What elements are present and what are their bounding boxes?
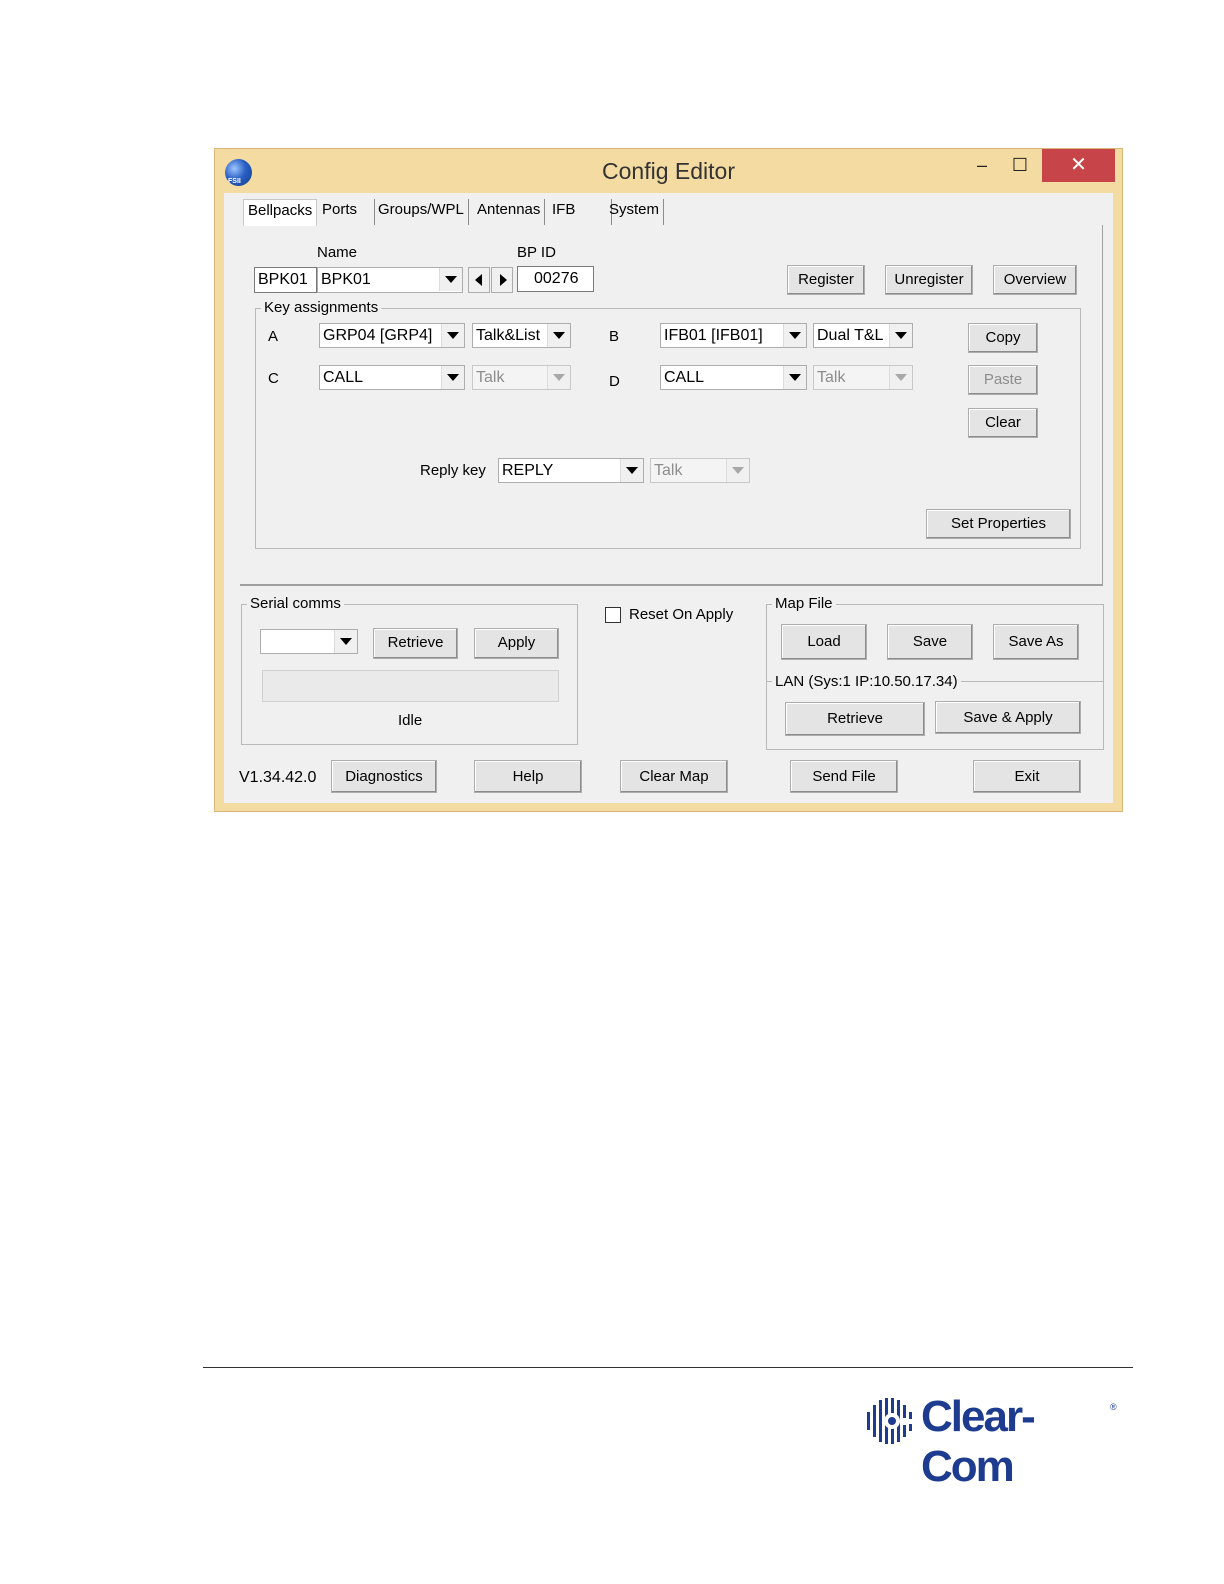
window-title: Config Editor [602,158,735,184]
chevron-down-icon [726,459,749,482]
key-a-source-value: GRP04 [GRP4] [323,327,433,344]
chevron-down-icon[interactable] [334,630,357,653]
reply-key-value: REPLY [502,462,554,479]
reply-key-combo[interactable] [498,458,644,483]
key-c-mode-value: Talk [476,369,505,386]
footer-rule [203,1367,1133,1368]
set-properties-button[interactable]: Set Properties [926,509,1071,539]
bp-id-field[interactable]: 00276 [517,266,594,292]
key-d-mode-value: Talk [817,369,846,386]
chevron-down-icon [547,366,570,389]
map-file-title: Map File [772,595,836,612]
overview-button[interactable]: Overview [993,265,1077,295]
reply-mode-combo [650,458,750,483]
config-editor-window [214,148,1123,812]
lan-retrieve-button[interactable]: Retrieve [785,702,925,736]
key-c-label: C [268,370,279,387]
maximize-button[interactable] [1005,149,1035,182]
next-bellpack-button[interactable] [491,267,513,293]
key-a-source-combo[interactable] [319,323,465,348]
serial-status: Idle [398,712,423,729]
diagnostics-button[interactable]: Diagnostics [331,760,437,793]
paste-button: Paste [968,365,1038,395]
key-a-label: A [268,328,279,345]
bp-id-header: BP ID [517,244,556,261]
chevron-down-icon[interactable] [783,366,806,389]
key-a-mode-value: Talk&List [476,327,541,344]
close-icon: ✕ [1070,154,1087,176]
key-d-mode-combo [813,365,913,390]
serial-progress-bar [262,670,559,702]
key-d-source-value: CALL [664,369,705,386]
minimize-button[interactable] [967,149,997,182]
key-b-label: B [609,328,620,345]
clear-com-logo-icon [864,1394,920,1450]
key-b-source-combo[interactable] [660,323,807,348]
logo-wordmark: Clear-Com [921,1392,1034,1491]
reset-on-apply-label[interactable]: Reset On Apply [629,606,734,623]
register-button[interactable]: Register [787,265,865,295]
reset-on-apply-checkbox[interactable] [605,607,621,623]
chevron-down-icon[interactable] [547,324,570,347]
unregister-button[interactable]: Unregister [885,265,973,295]
name-header: Name [317,244,358,261]
key-c-source-combo[interactable] [319,365,465,390]
serial-retrieve-button[interactable]: Retrieve [373,628,458,659]
key-b-mode-combo[interactable] [813,323,913,348]
chevron-down-icon[interactable] [441,324,464,347]
chevron-down-icon[interactable] [441,366,464,389]
previous-bellpack-button[interactable] [468,267,490,293]
help-button[interactable]: Help [474,760,582,793]
client-area [224,193,1113,803]
clear-com-logo [864,1390,1119,1491]
minimize-icon: – [976,155,987,175]
maximize-icon: ☐ [1011,155,1029,175]
lan-save-apply-button[interactable]: Save & Apply [935,701,1081,734]
title-bar[interactable] [215,149,1122,193]
key-b-source-value: IFB01 [IFB01] [664,327,763,344]
key-c-source-value: CALL [323,369,364,386]
serial-apply-button[interactable]: Apply [474,628,559,659]
key-b-mode-value: Dual T&L [817,327,884,344]
reply-key-label: Reply key [420,462,486,479]
tab-bellpacks[interactable]: Bellpacks [243,199,317,226]
chevron-down-icon [889,366,912,389]
chevron-down-icon[interactable] [620,459,643,482]
serial-port-combo[interactable] [260,629,358,654]
registered-mark: ® [1110,1402,1117,1412]
tab-ifb[interactable]: IFB [548,199,612,225]
bellpack-id-field[interactable]: BPK01 [254,267,317,293]
key-c-mode-combo [472,365,571,390]
tab-groups-wpl[interactable]: Groups/WPL [374,199,469,225]
reply-mode-value: Talk [654,462,683,479]
close-button[interactable] [1042,149,1115,182]
clear-map-button[interactable]: Clear Map [620,760,728,793]
bellpack-name-value: BPK01 [321,271,371,288]
key-d-source-combo[interactable] [660,365,807,390]
key-d-label: D [609,373,620,390]
send-file-button[interactable]: Send File [790,760,898,793]
map-save-button[interactable]: Save [887,624,973,660]
chevron-down-icon[interactable] [439,268,462,291]
tab-system[interactable]: System [605,199,664,225]
chevron-down-icon[interactable] [783,324,806,347]
serial-comms-title: Serial comms [247,595,344,612]
chevron-down-icon[interactable] [889,324,912,347]
key-a-mode-combo[interactable] [472,323,571,348]
copy-button[interactable]: Copy [968,323,1038,353]
version-label: V1.34.42.0 [239,769,317,786]
app-icon-text: FSII [228,178,241,185]
lan-title: LAN (Sys:1 IP:10.50.17.34) [772,673,961,690]
exit-button[interactable]: Exit [973,760,1081,793]
key-assignments-title: Key assignments [261,299,381,316]
bellpack-name-combo[interactable] [317,267,463,293]
map-load-button[interactable]: Load [781,624,867,660]
clear-button[interactable]: Clear [968,408,1038,438]
tab-ports[interactable]: Ports [318,199,375,225]
tab-antennas[interactable]: Antennas [473,199,545,225]
map-save-as-button[interactable]: Save As [993,624,1079,660]
